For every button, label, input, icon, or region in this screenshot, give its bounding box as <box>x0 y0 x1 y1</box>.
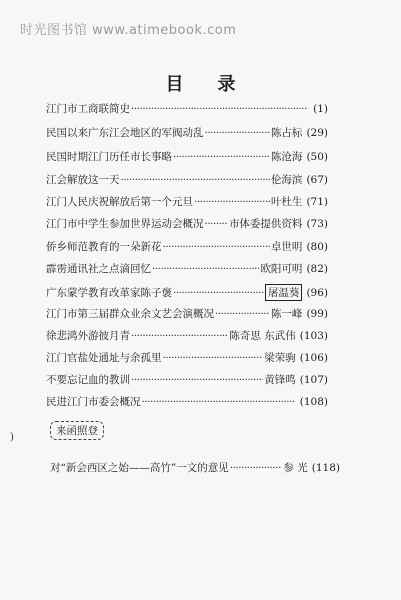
toc-entry: 民国时期江门历任市长事略 ····· 陈沧海 (50) <box>46 149 328 167</box>
toc-entry: 不要忘记血的教训 ····· 黄锋鸣 (107) <box>46 372 328 390</box>
toc-entry: 江会解放这一天 ····· 伦海滨 (67) <box>46 172 328 190</box>
toc-entry: 对“新会西区之始——高竹”一文的意见 ····· 参 光 (118) <box>50 460 340 478</box>
toc-entry: 民国以来广东江会地区的军阀动乱 ····· 陈占标 (29) <box>46 125 328 143</box>
section-heading: 来函照登 <box>50 421 104 440</box>
toc-entry: 民进江门市委会概况 ····· (108) <box>46 394 328 412</box>
toc-entry: 广东蒙学教育改革家陈子褒 ····· 屠温葵 (96) <box>46 284 328 302</box>
toc-entry: 霹雳通讯社之点滴回忆 ····· 欧阳可明 (82) <box>46 261 328 279</box>
toc-entry: 江门市第三届群众业余文艺会演概况 ····· 陈一峰 (99) <box>46 306 328 324</box>
margin-mark: ) <box>10 432 14 443</box>
page-title: 目录 <box>165 74 270 95</box>
toc-entry: 江门官盐处通址与余孤里 ····· 梁荣驹 (106) <box>46 350 328 368</box>
toc-entry: 侨乡师范教育的一朵新花 ····· 卓世明 (80) <box>46 239 328 257</box>
watermark: 时光图书馆 www.atimebook.com <box>20 23 237 38</box>
toc-entry: 江门市中学生参加世界运动会概况 ····· 市体委提供资料 (73) <box>46 216 328 234</box>
toc-entry: 江门市工商联简史 ····· (1) <box>46 101 328 119</box>
toc-entry: 江门人民庆祝解放后第一个元旦 ····· 叶杜生 (71) <box>46 194 328 212</box>
toc-entry: 徐悲鸿外游彼月青 ····· 陈奇思 东武伟 (103) <box>46 328 328 346</box>
